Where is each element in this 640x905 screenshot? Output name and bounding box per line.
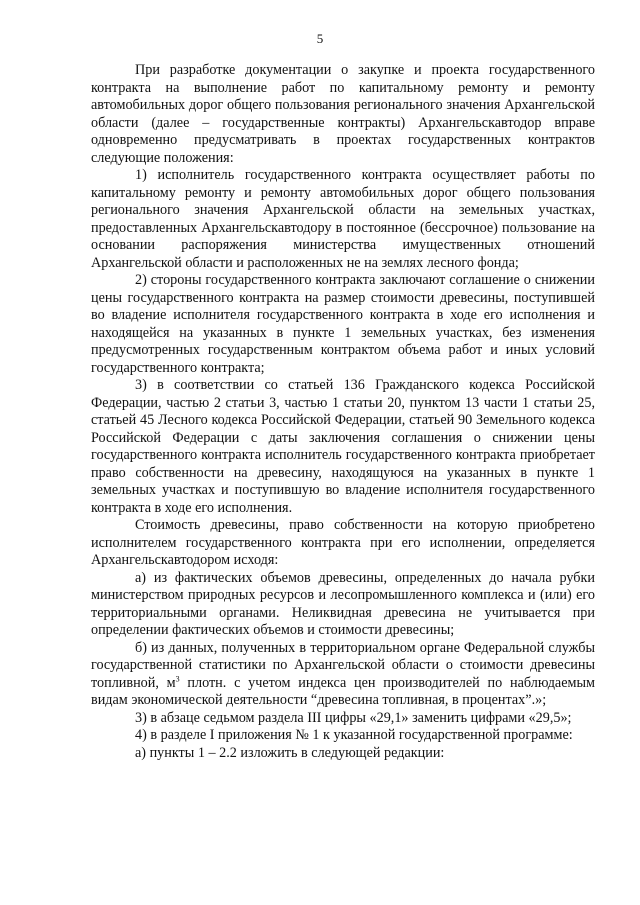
paragraph-item-2: 2) стороны государственного контракта заключают соглашение о снижении цены государственного контракта на размер стоимости древесины, поступившей во владение исполнителя государственного контракта в ходе его исполнения и находящейся на указанных в пункте 1 земельных участках, без изменения предусмотренных государственным контрактом объема работ и иных условий государственного контракта; — [91, 272, 595, 376]
paragraph-subitem-b — [91, 640, 595, 710]
paragraph-item-3: 3) в соответствии со статьей 136 Гражданского кодекса Российской Федерации, частью 2 статьи 3, частью 1 статьи 20, пунктом 13 части 1 статьи 25, статьей 45 Лесного кодекса Российской Федерации, статьей 90 Земельного кодекса Российской Федерации с даты заключения соглашения о снижении цены государственного контракта исполнитель государственного контракта приобретает право собственности на древесину, находящуюся на указанных в пункте 1 земельных участках и поступившую во владение исполнителя государственного контракта в ходе его исполнения. — [91, 377, 595, 516]
paragraph-intro: При разработке документации о закупке и проекта государственного контракта на выполнение работ по капитальному ремонту и ремонту автомобильных дорог общего пользования регионального значения Архангельской области (далее – государственные контракты) Архангельскавтодор вправе одновременно предусматривать в проектах государственных контрактов следующие положения: — [91, 62, 595, 166]
subitem-b-text-end: плотн. с учетом индекса цен производителей по наблюдаемым видам экономической деятельности “древесина топливная, в процентах”.»; — [91, 674, 595, 708]
paragraph-subitem-a: а) из фактических объемов древесины, определенных до начала рубки министерством природных ресурсов и лесопромышленного комплекса и (или) его территориальными органами. Неликвидная древесина не учитывается при определении фактических объемов и стоимости древесины; — [91, 569, 595, 638]
paragraph-item-1: 1) исполнитель государственного контракта осуществляет работы по капитальному ремонту и ремонту автомобильных дорог общего пользования регионального значения Архангельской области на земельных участках, предоставленных Архангельскавтодору в постоянное (бессрочное) пользование на основании распоряжения министерства имущественных отношений Архангельской области и расположенных не на землях лесного фонда; — [91, 167, 595, 271]
subitem-b-text: б) из данных, полученных в территориальном органе Федеральной службы государственной статистики по Архангельской области о стоимости древесины топливной, м — [91, 639, 595, 691]
paragraph-amendment-4a: а) пункты 1 – 2.2 изложить в следующей редакции: — [135, 744, 445, 761]
document-body — [91, 62, 595, 762]
paragraph-amendment-4: 4) в разделе I приложения № 1 к указанной государственной программе: — [135, 727, 573, 743]
paragraph-timber-cost: Стоимость древесины, право собственности на которую приобретено исполнителем государственного контракта при его исполнении, определяется Архангельскавтодором исходя: — [91, 517, 595, 568]
page-number: 5 — [316, 31, 324, 46]
cubic-superscript: 3 — [175, 673, 180, 683]
paragraph-amendment-3: 3) в абзаце седьмом раздела III цифры «29,1» заменить цифрами «29,5»; — [135, 709, 572, 726]
